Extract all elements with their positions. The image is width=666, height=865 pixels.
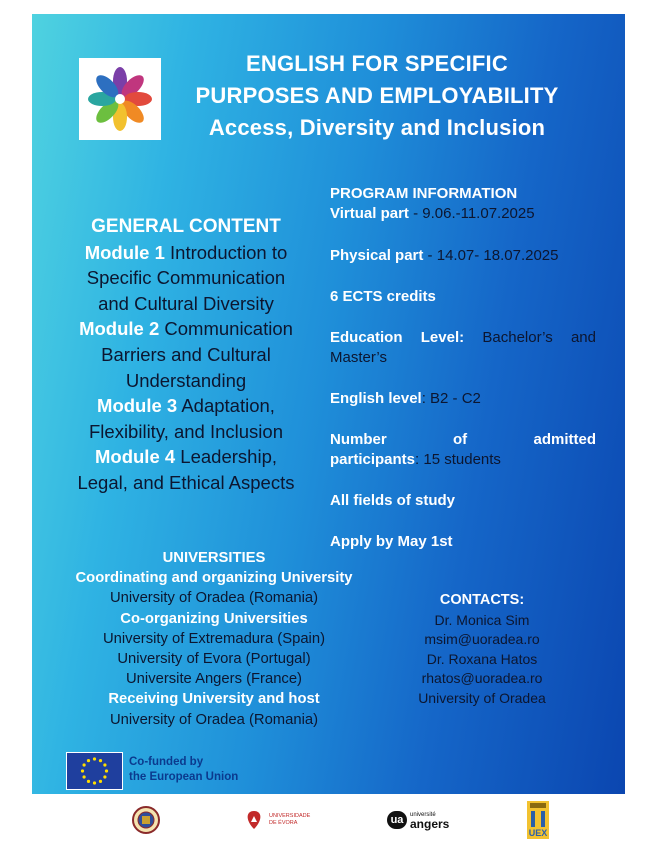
module-label: Module 4 xyxy=(95,446,176,468)
angers-small-text: université xyxy=(410,812,436,818)
host-value: University of Oradea (Romania) xyxy=(109,711,319,728)
admitted-participants xyxy=(330,450,596,470)
flower-petals-logo xyxy=(79,58,161,140)
contact-email[interactable]: rhatos@uoradea.ro xyxy=(421,670,543,687)
module-text: Leadership, xyxy=(175,446,277,468)
evora-line-2: DE ÉVORA xyxy=(269,820,298,826)
admitted-word: admitted xyxy=(533,431,596,448)
module-4 xyxy=(60,444,312,495)
universities-section xyxy=(44,548,384,730)
module-text: Legal, and Ethical Aspects xyxy=(77,471,295,493)
module-text: Understanding xyxy=(125,369,247,391)
virtual-label: Virtual part xyxy=(330,205,409,222)
module-label: Module 2 xyxy=(79,318,160,340)
education-label: Education Level: xyxy=(330,329,465,346)
title-line-2: PURPOSES AND EMPLOYABILITY xyxy=(195,83,559,108)
eu-cofunded-text xyxy=(129,755,238,785)
module-text: Introduction to xyxy=(164,241,288,263)
education-value-line-2: Master’s xyxy=(330,349,387,366)
virtual-part xyxy=(330,204,596,224)
education-value: Bachelor’s and xyxy=(464,329,596,346)
co-organizing-label: Co-organizing Universities xyxy=(120,610,308,627)
contact-line: Dr. Monica Sim xyxy=(434,611,530,628)
module-text: Adaptation, xyxy=(177,395,275,417)
admitted-word: Number xyxy=(330,431,387,448)
virtual-value: - 9.06.-11.07.2025 xyxy=(408,205,535,222)
admitted-value: : 15 students xyxy=(415,451,501,468)
english-value: : B2 - C2 xyxy=(421,390,481,407)
host-label: Receiving University and host xyxy=(108,691,320,708)
co-organizing-value: Universite Angers (France) xyxy=(126,671,302,688)
poster-background xyxy=(32,14,625,794)
physical-part xyxy=(330,246,596,266)
module-label: Module 3 xyxy=(97,395,178,417)
admitted-label-2: participants xyxy=(330,451,416,468)
contact-line: University of Oradea xyxy=(418,689,546,706)
title-line-1: ENGLISH FOR SPECIFIC xyxy=(246,51,508,76)
co-organizing-value: University of Extremadura (Spain) xyxy=(102,630,326,647)
program-information-section xyxy=(330,184,596,552)
eu-line-2: the European Union xyxy=(129,771,239,783)
universities-heading: UNIVERSITIES xyxy=(162,550,266,566)
module-text: and Cultural Diversity xyxy=(98,292,274,314)
evora-logo xyxy=(243,798,310,842)
english-level xyxy=(330,389,596,409)
eu-flag-icon xyxy=(66,752,123,790)
physical-label: Physical part xyxy=(330,247,424,264)
admitted-word: of xyxy=(453,431,468,448)
evora-line-1: UNIVERSIDADE xyxy=(269,813,311,819)
co-organizing-value: University of Evora (Portugal) xyxy=(117,651,311,668)
program-heading: PROGRAM INFORMATION xyxy=(330,185,518,202)
module-text: Communication xyxy=(159,318,293,340)
module-text: Barriers and Cultural xyxy=(101,343,271,365)
eu-line-1: Co-funded by xyxy=(129,756,204,768)
english-label: English level xyxy=(330,390,422,407)
coordinating-label: Coordinating and organizing University xyxy=(75,570,353,587)
angers-logo xyxy=(387,798,449,842)
uex-text: UEX xyxy=(528,828,548,838)
module-text: Specific Communication xyxy=(86,267,286,289)
ects-credits: 6 ECTS credits xyxy=(330,288,436,305)
admitted-label-line-1 xyxy=(330,430,596,450)
general-content-heading: GENERAL CONTENT xyxy=(91,216,281,237)
apply-deadline: Apply by May 1st xyxy=(330,533,453,550)
contact-line: Dr. Roxana Hatos xyxy=(426,650,538,667)
contacts-section xyxy=(402,591,562,709)
module-2 xyxy=(60,316,312,393)
oradea-seal-logo xyxy=(131,798,161,842)
angers-name: angers xyxy=(410,817,450,831)
module-1 xyxy=(60,240,312,317)
eu-cofunded-badge xyxy=(66,752,268,790)
module-label: Module 1 xyxy=(84,241,165,263)
poster-title xyxy=(172,48,582,144)
contact-email[interactable]: msim@uoradea.ro xyxy=(424,631,540,648)
general-content-section xyxy=(60,214,312,496)
module-text: Flexibility, and Inclusion xyxy=(89,420,283,442)
coordinating-value: University of Oradea (Romania) xyxy=(109,590,319,607)
uex-logo xyxy=(527,798,549,842)
fields-of-study: All fields of study xyxy=(330,492,456,509)
title-line-3: Access, Diversity and Inclusion xyxy=(208,115,546,140)
education-level xyxy=(330,328,596,348)
module-3 xyxy=(60,393,312,444)
physical-value: - 14.07- 18.07.2025 xyxy=(423,247,559,264)
contacts-heading: CONTACTS: xyxy=(439,592,525,608)
angers-mark: ua xyxy=(387,811,407,829)
